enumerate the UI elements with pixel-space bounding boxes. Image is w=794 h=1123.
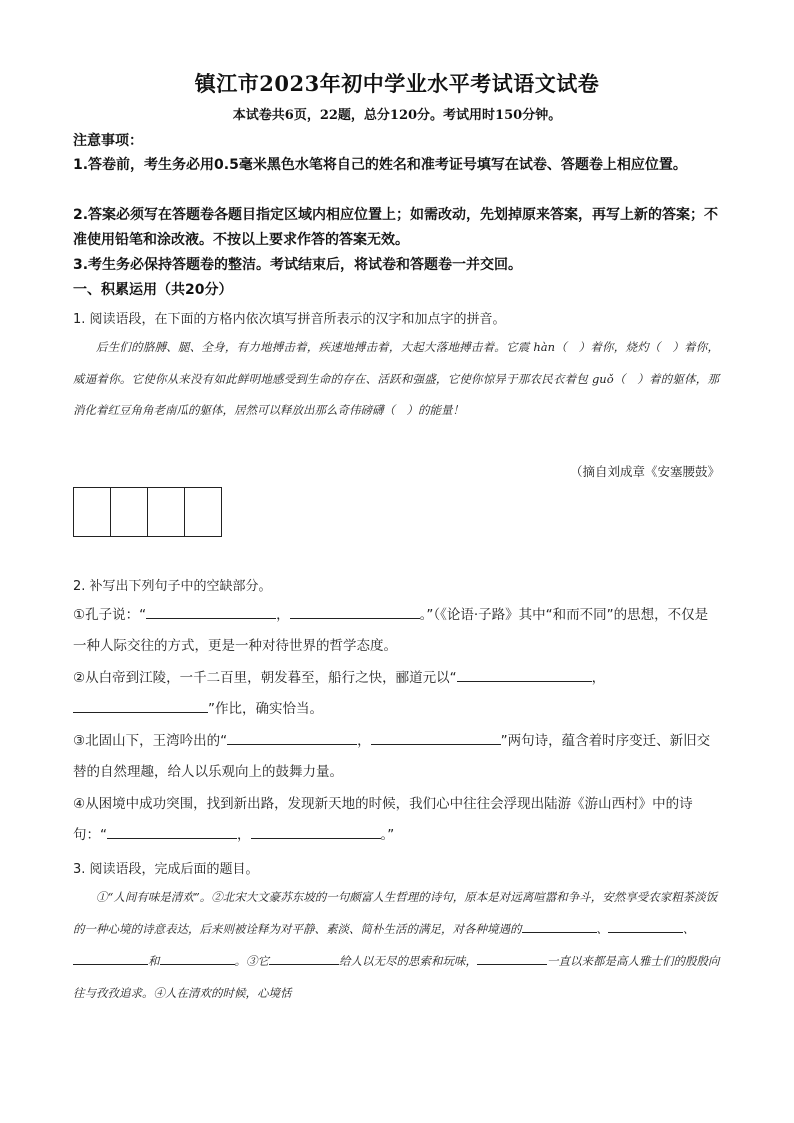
q2-item2-text-c: ”作比，确实恰当。 (208, 701, 323, 717)
exam-title: 镇江市2023年初中学业水平考试语文试卷 (194, 71, 600, 96)
answer-blank[interactable] (290, 604, 420, 619)
q2-item3-text-b: ， (357, 733, 371, 749)
answer-blank[interactable] (160, 950, 235, 965)
answer-blank[interactable] (227, 730, 357, 745)
q3-text-3: 给人以无尽的思索和玩味， (339, 954, 477, 968)
answer-cell[interactable] (110, 487, 148, 537)
question-2-prompt: 2. 补写出下列句子中的空缺部分。 (73, 579, 272, 594)
answer-blank[interactable] (522, 918, 597, 933)
q2-item1-text-c: 。”（《论语·子路》其中“和而不同”的思想，不仅是一种人际交往的方式，更是一种对待世界的哲学态度。 (73, 607, 709, 654)
q2-item3-text-c: ”两句诗，蕴含着时序变迁、新旧交替的自然理趣，给人以乐观向上的鼓舞力量。 (73, 733, 711, 780)
question-1-passage: 后生们的胳膊、腿、全身，有力地搏击着，疾速地搏击着，大起大落地搏击着。它震 hàn（ ）着你，烧灼（ ）着你，威逼着你。它使你从来没有如此鲜明地感受到生命的存在、活跃和强盛，它使你惊异于那农民衣着包 guǒ（ ）着的躯体，那消化着红豆角角老南瓜的躯体，居然可以释放出那么奇伟磅礴（ ）的能量！ (73, 340, 719, 417)
notice-heading: 注意事项： (73, 133, 143, 149)
answer-blank[interactable] (608, 918, 683, 933)
question-2-item-3 (73, 726, 721, 788)
answer-cell[interactable] (73, 487, 111, 537)
q3-text-1: ①“人间有味是清欢”。②北宋大文豪苏东坡的一句颇富人生哲理的诗句，原本是对远离喧嚣和争斗，安然享受农家粗茶淡饭的一种心境的诗意表达，后来则被诠释为对平静、素淡、简朴生活的满足，对各种境遇的 (73, 890, 718, 936)
answer-blank[interactable] (251, 824, 381, 839)
passage-source: （摘自刘成章《安塞腰鼓》 (569, 464, 720, 479)
q3-sep-1: 、 (596, 922, 608, 936)
q3-text-2: 。③它 (234, 954, 269, 968)
answer-blank[interactable] (371, 730, 501, 745)
answer-blank[interactable] (73, 698, 208, 713)
answer-blank[interactable] (477, 950, 547, 965)
q2-item2-text-b: ， (591, 670, 606, 686)
q2-item2-text-a: ②从白帝到江陵，一千二百里，朝发暮至，船行之快，郦道元以“ (73, 670, 457, 686)
question-2-item-4 (73, 789, 721, 851)
answer-cell[interactable] (184, 487, 222, 537)
q2-item4-text-b: ， (237, 827, 251, 843)
answer-cell[interactable] (147, 487, 185, 537)
answer-blank[interactable] (107, 824, 237, 839)
q2-item3-text-a: ③北固山下，王湾吟出的“ (73, 733, 228, 749)
notice-item-1: 1.答卷前，考生务必用0.5毫米黑色水笔将自己的姓名和准考证号填写在试卷、答题卷上相应位置。 (73, 157, 687, 173)
q2-item4-text-c: 。” (380, 827, 395, 843)
question-1-prompt: 1. 阅读语段，在下面的方格内依次填写拼音所表示的汉字和加点字的拼音。 (73, 312, 506, 327)
answer-blank[interactable] (269, 950, 339, 965)
q3-sep-3: 和 (148, 954, 160, 968)
notice-item-2: 2.答案必须写在答题卷各题目指定区域内相应位置上；如需改动，先划掉原来答案，再写上新的答案；不准使用铅笔和涂改液。不按以上要求作答的答案无效。 (73, 207, 719, 248)
question-2-item-1 (73, 600, 721, 662)
notice-item-3: 3.考生务必保持答题卷的整洁。考试结束后，将试卷和答题卷一并交回。 (73, 257, 523, 273)
answer-blank[interactable] (146, 604, 276, 619)
question-3-passage (73, 881, 721, 1009)
exam-subtitle: 本试卷共6页，22题，总分120分。考试用时150分钟。 (232, 108, 562, 123)
q2-item4-text-a: ④从困境中成功突围，找到新出路，发现新天地的时候，我们心中往往会浮现出陆游《游山西村》中的诗句：“ (73, 796, 693, 843)
q3-text-4: 一直以来都是高人雅士们的殷殷向往与孜孜追求。④人在清欢的时候，心境恬 (73, 954, 720, 1000)
answer-grid (73, 487, 221, 537)
q2-item1-text-a: ①孔子说：“ (73, 607, 147, 623)
question-3-prompt: 3. 阅读语段，完成后面的题目。 (73, 862, 259, 877)
q2-item1-text-b: ， (276, 607, 290, 623)
question-2-item-2 (73, 663, 721, 725)
q3-sep-2: 、 (683, 922, 695, 936)
answer-blank[interactable] (73, 950, 148, 965)
answer-blank[interactable] (457, 667, 592, 682)
section-1-heading: 一、积累运用（共20分） (73, 282, 233, 298)
